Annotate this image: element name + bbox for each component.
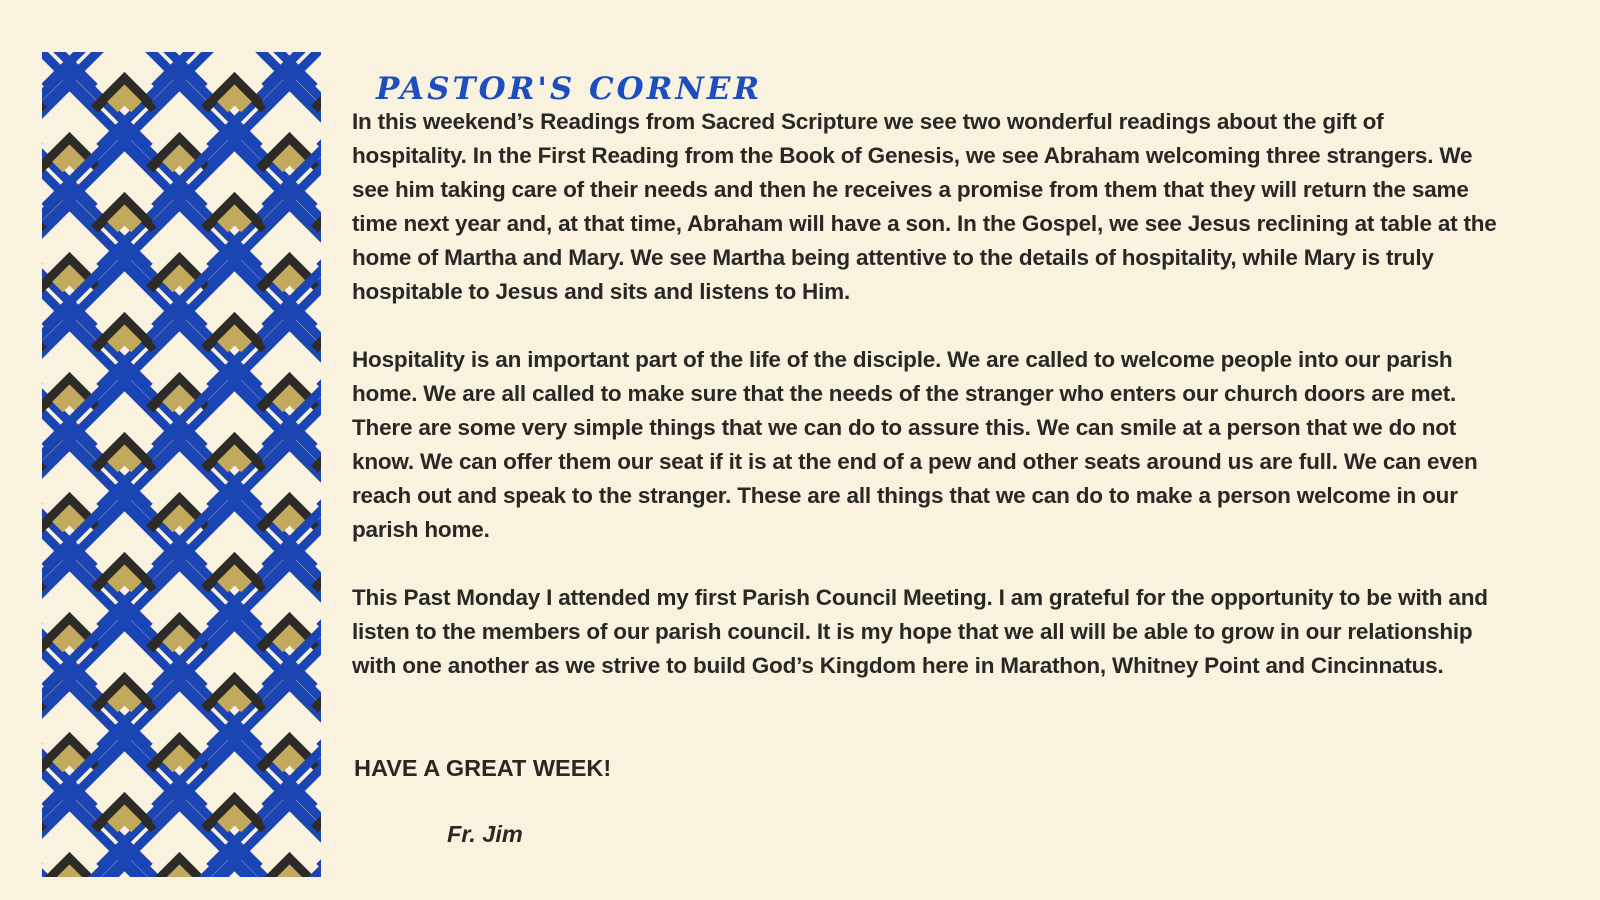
paragraph-parish-council: This Past Monday I attended my first Parish Council Meeting. I am grateful for the opportunity to be with and listen to the members of our parish council. It is my hope that we all will be able to grow in our relationship with one another as we strive to build God’s Kingdom here in Marathon, Whitney Point and Cincinnatus. — [352, 585, 1488, 678]
chevron-pattern-strip — [42, 52, 321, 877]
closing-greeting: HAVE A GREAT WEEK! — [354, 755, 612, 781]
paragraph-readings: In this weekend’s Readings from Sacred Scripture we see two wonderful readings about the gift of hospitality. In the First Reading from the Book of Genesis, we see Abraham welcoming three strangers. We see him taking care of their needs and then he receives a promise from them that they will return the same time next year and, at that time, Abraham will have a son. In the Gospel, we see Jesus reclining at table at the home of Martha and Mary. We see Martha being attentive to the details of hospitality, while Mary is truly hospitable to Jesus and sits and listens to Him. — [352, 109, 1497, 304]
page-title: PASTOR'S CORNER — [376, 70, 763, 107]
paragraph-hospitality: Hospitality is an important part of the life of the disciple. We are called to welcome people into our parish home. We are all called to make sure that the needs of the stranger who enters our church doors are met. There are some very simple things that we can do to assure this. We can smile at a person that we do not know. We can offer them our seat if it is at the end of a pew and other seats around us are full. We can even reach out and speak to the stranger. These are all things that we can do to make a person welcome in our parish home. — [352, 347, 1478, 542]
chevron-pattern-graphic — [42, 52, 321, 877]
signature: Fr. Jim — [447, 821, 523, 847]
article-column — [352, 0, 1504, 900]
